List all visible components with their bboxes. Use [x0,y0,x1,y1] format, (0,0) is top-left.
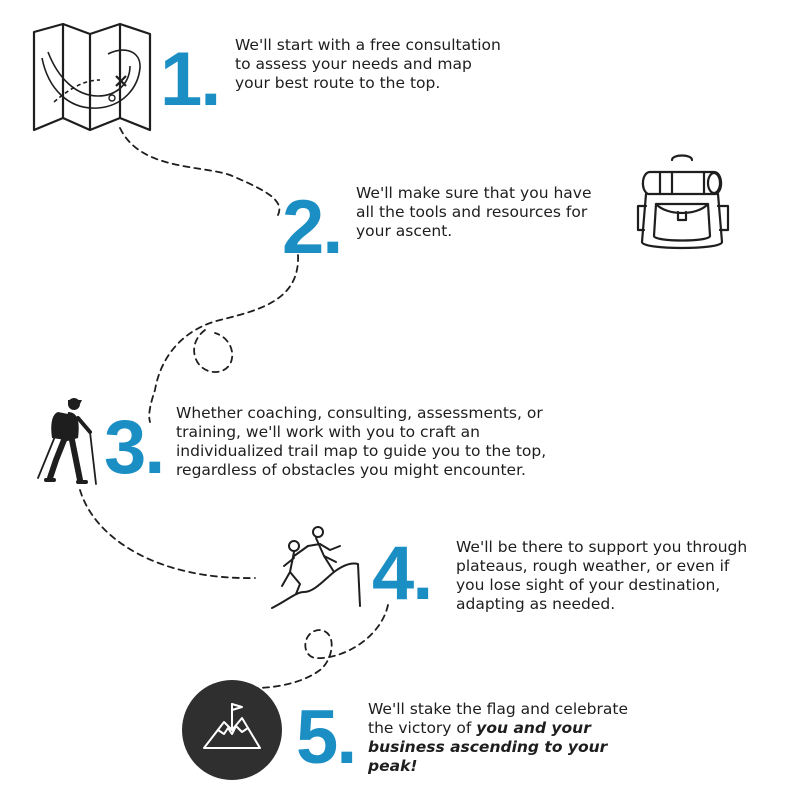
mountain-flag-icon [182,680,282,780]
step-3-number: 3. [104,405,164,490]
step-5-text [368,700,648,776]
map-icon [28,18,158,136]
step-4-text: We'll be there to support you through plateaus, rough weather, or even if you lose sight of your destination, adapting as needed. [456,538,748,613]
backpack-icon [632,150,732,255]
hiker-icon [34,394,104,486]
step-5-number: 5. [296,695,356,780]
step-2-number: 2. [282,185,342,270]
step-3-text: Whether coaching, consulting, assessments, or training, we'll work with you to craft an individualized trail map to guide you to the top, regardless of obstacles you might encounter. [176,404,547,479]
step-1-number: 1. [160,37,220,122]
step-5-text-plain: We'll stake the flag and celebrate the victory of [368,700,628,737]
step-5-text-emphasis: you and your business ascending to your peak! [368,719,608,775]
step-4-number: 4. [372,531,432,616]
step-2-text: We'll make sure that you have all the tools and resources for your ascent. [356,184,592,240]
step-1-text: We'll start with a free consultation to assess your needs and map your best route to the top. [235,36,501,92]
climbers-helping-icon [268,522,368,612]
